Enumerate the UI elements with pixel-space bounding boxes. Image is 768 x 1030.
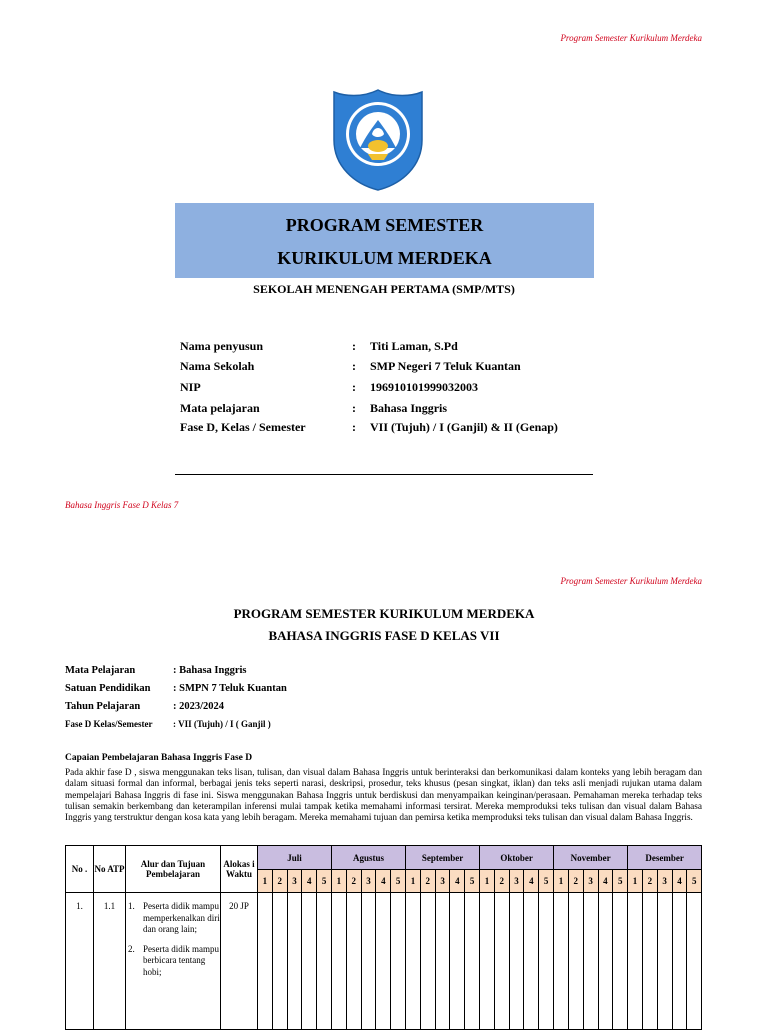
goal-number: 1.: [128, 901, 135, 911]
schedule-cell: [657, 893, 672, 1030]
week-header: 4: [450, 870, 465, 893]
header-note: Program Semester Kurikulum Merdeka: [560, 576, 702, 586]
month-header: November: [554, 846, 628, 870]
week-header: 1: [332, 870, 347, 893]
week-header: 5: [539, 870, 554, 893]
schedule-cell: [509, 893, 524, 1030]
month-header: Oktober: [480, 846, 554, 870]
week-header: 1: [628, 870, 643, 893]
week-header: 4: [302, 870, 317, 893]
identity-colon: :: [352, 380, 356, 394]
week-header: 2: [642, 870, 657, 893]
identity-colon: :: [352, 359, 356, 373]
schedule-cell: [583, 893, 598, 1030]
identity-colon: :: [352, 339, 356, 353]
week-header: 1: [406, 870, 421, 893]
schedule-cell: [420, 893, 435, 1030]
page2-subtitle: BAHASA INGGRIS FASE D KELAS VII: [268, 628, 500, 643]
schedule-cell: [687, 893, 702, 1030]
title-band: [175, 203, 594, 278]
month-header: Juli: [258, 846, 332, 870]
schedule-cell: [539, 893, 554, 1030]
tut-wuri-handayani-logo: [332, 88, 424, 192]
week-header: 3: [657, 870, 672, 893]
info-label: Mata Pelajaran: [65, 665, 136, 676]
identity-label: Fase D, Kelas / Semester: [180, 420, 306, 434]
identity-colon: :: [352, 420, 356, 434]
footer-note: Bahasa Inggris Fase D Kelas 7: [65, 500, 179, 510]
schedule-cell: [361, 893, 376, 1030]
week-header: 2: [420, 870, 435, 893]
school-level: SEKOLAH MENENGAH PERTAMA (SMP/MTS): [253, 282, 515, 296]
info-label: Satuan Pendidikan: [65, 683, 151, 694]
schedule-cell: [524, 893, 539, 1030]
row-alokasi-text: 20 JP: [229, 901, 249, 911]
curriculum-title: KURIKULUM MERDEKA: [277, 248, 492, 268]
identity-label: Nama penyusun: [180, 339, 264, 353]
week-header: 3: [435, 870, 450, 893]
month-header: September: [406, 846, 480, 870]
schedule-cell: [450, 893, 465, 1030]
goal-number: 2.: [128, 943, 135, 954]
info-value: : SMPN 7 Teluk Kuantan: [173, 683, 287, 694]
row-goals: [126, 893, 221, 1030]
row-alokasi: [221, 893, 258, 1030]
row-no: [66, 893, 94, 1030]
month-header: Agustus: [332, 846, 406, 870]
col-no-header: No .: [66, 846, 94, 893]
week-header: 1: [258, 870, 273, 893]
week-header: 2: [272, 870, 287, 893]
info-label: Fase D Kelas/Semester: [65, 719, 153, 729]
row-no-text: 1.: [76, 901, 83, 911]
info-label: Tahun Pelajaran: [65, 701, 141, 712]
week-header: 1: [480, 870, 495, 893]
schedule-cell: [332, 893, 347, 1030]
schedule-cell: [272, 893, 287, 1030]
schedule-table: [65, 845, 702, 1030]
goal-item: [126, 944, 220, 979]
col-atp-header: No ATP: [94, 846, 126, 893]
goal-text: Peserta didik mampu memperkenalkan diri dan orang lain;: [143, 901, 220, 934]
schedule-cell: [642, 893, 657, 1030]
identity-label: Mata pelajaran: [180, 401, 260, 415]
week-header: 3: [583, 870, 598, 893]
schedule-cell: [494, 893, 509, 1030]
identity-value: VII (Tujuh) / I (Ganjil) & II (Genap): [370, 420, 558, 434]
identity-value: Bahasa Inggris: [370, 401, 448, 415]
week-header: 3: [361, 870, 376, 893]
identity-label: Nama Sekolah: [180, 359, 255, 373]
schedule-cell: [568, 893, 583, 1030]
week-header: 3: [287, 870, 302, 893]
week-header: 1: [554, 870, 569, 893]
schedule-cell: [554, 893, 569, 1030]
row-atp-text: 1.1: [103, 901, 116, 911]
week-header: 4: [524, 870, 539, 893]
schedule-cell: [598, 893, 613, 1030]
col-alokasi-header: Alokas i Waktu: [221, 846, 258, 893]
week-header: 2: [568, 870, 583, 893]
goal-text: Peserta didik mampu berbicara tentang hobi;: [143, 943, 219, 977]
schedule-cell: [435, 893, 450, 1030]
identity-label: NIP: [180, 380, 201, 394]
week-header: 2: [494, 870, 509, 893]
schedule-cell: [480, 893, 495, 1030]
info-value: : Bahasa Inggris: [173, 665, 247, 676]
week-header: 2: [346, 870, 361, 893]
schedule-cell: [258, 893, 273, 1030]
info-value: : VII (Tujuh) / I ( Ganjil ): [173, 719, 271, 729]
cp-body: Pada akhir fase D , siswa menggunakan teks lisan, tulisan, dan visual dalam Bahasa Inggris untuk berinteraksi dan berkomunikasi dalam konteks yang lebih beragam dan dalam situasi formal dan informal, berbagai jenis teks seperti narasi, deskripsi, prosedur, teks khusus (pesan singkat, iklan) dan teks asli menjadi rujukan utama dalam mempelajari Bahasa Inggris di fase ini. Siswa menggunakan Bahasa Inggris untuk berdiskusi dan menyampaikan keinginan/perasaan. Pemahaman mereka terhadap teks tulisan semakin berkembang dan keterampilan inferensi mulai tampak ketika memahami informasi tersirat. Mereka memproduksi teks tulisan dan visual dalam Bahasa Inggris yang terstruktur dengan kosa kata yang lebih beragam. Mereka memahami tujuan dan pemirsa ketika memproduksi teks tulisan dan visual dalam Bahasa Inggris.: [65, 768, 702, 824]
week-header: 5: [465, 870, 480, 893]
week-header: 5: [613, 870, 628, 893]
week-header: 3: [509, 870, 524, 893]
identity-value: Titi Laman, S.Pd: [370, 339, 458, 353]
schedule-cell: [465, 893, 480, 1030]
goal-item: [126, 901, 220, 936]
row-atp: [94, 893, 126, 1030]
schedule-cell: [628, 893, 643, 1030]
schedule-cell: [406, 893, 421, 1030]
week-header: 5: [391, 870, 406, 893]
schedule-cell: [317, 893, 332, 1030]
identity-value: 196910101999032003: [370, 380, 478, 394]
week-header: 5: [687, 870, 702, 893]
schedule-cell: [376, 893, 391, 1030]
week-header: 5: [317, 870, 332, 893]
info-value: : 2023/2024: [173, 701, 225, 712]
col-alur-header: Alur dan Tujuan Pembelajaran: [126, 846, 221, 893]
header-note: Program Semester Kurikulum Merdeka: [560, 33, 702, 43]
cp-title: Capaian Pembelajaran Bahasa Inggris Fase D: [65, 753, 253, 763]
schedule-cell: [346, 893, 361, 1030]
month-header: Desember: [628, 846, 702, 870]
divider-line: [175, 474, 593, 475]
schedule-cell: [302, 893, 317, 1030]
schedule-cell: [672, 893, 687, 1030]
table-row: [66, 893, 702, 1030]
week-header: 4: [598, 870, 613, 893]
page2-title: PROGRAM SEMESTER KURIKULUM MERDEKA: [233, 606, 535, 621]
program-title: PROGRAM SEMESTER: [285, 215, 484, 235]
identity-value: SMP Negeri 7 Teluk Kuantan: [370, 359, 521, 373]
schedule-cell: [613, 893, 628, 1030]
week-header: 4: [376, 870, 391, 893]
schedule-cell: [287, 893, 302, 1030]
week-header: 4: [672, 870, 687, 893]
identity-colon: :: [352, 401, 356, 415]
schedule-cell: [391, 893, 406, 1030]
